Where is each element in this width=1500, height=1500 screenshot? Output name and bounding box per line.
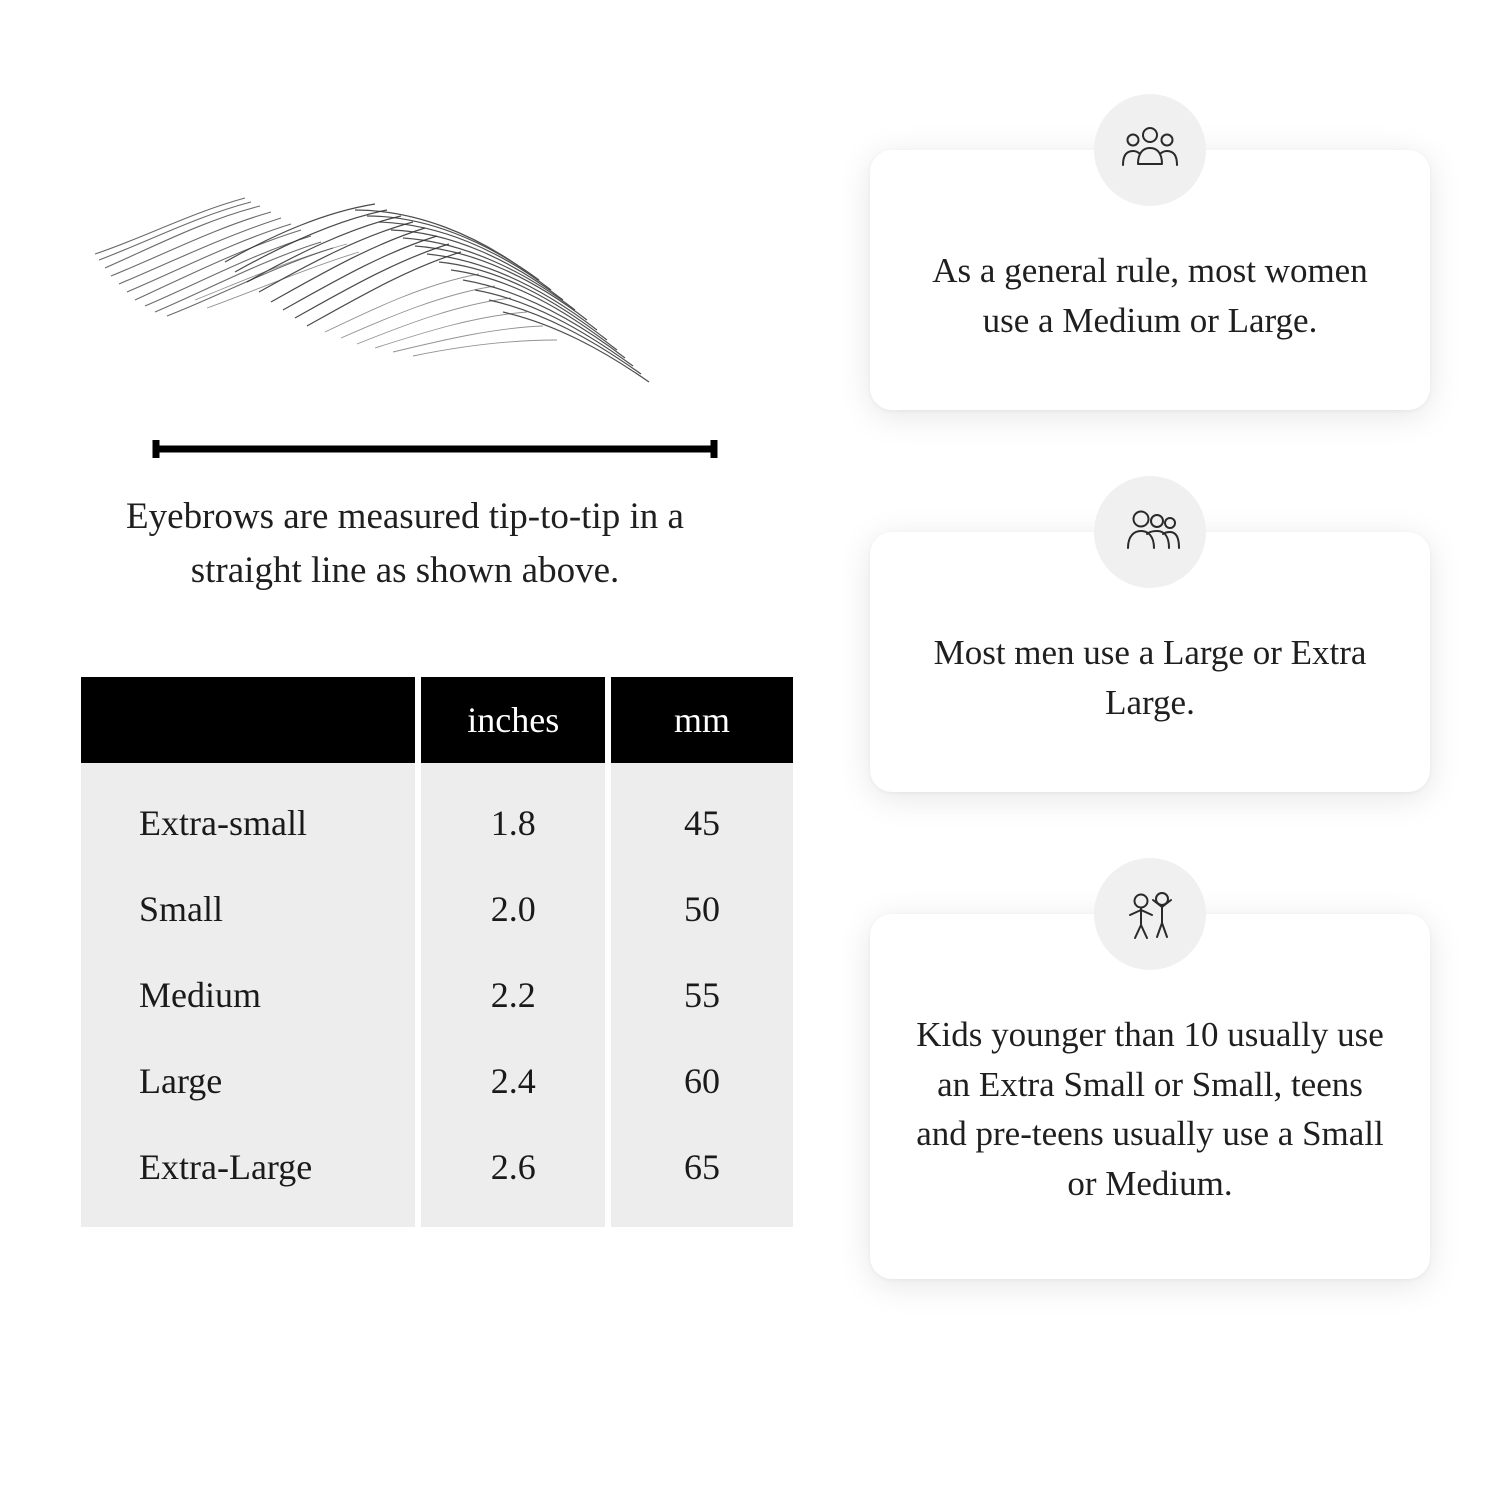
cell-mm: 60 <box>611 1038 793 1124</box>
figure-caption: Eyebrows are measured tip-to-tip in a straight line as shown above. <box>126 496 684 591</box>
women-group-icon <box>1094 94 1206 206</box>
table-row <box>81 763 793 866</box>
column-header-mm: mm <box>611 677 793 763</box>
table-row <box>81 952 793 1038</box>
cell-size: Extra-small <box>81 763 415 866</box>
table-row <box>81 866 793 952</box>
size-chart-table <box>75 677 799 1227</box>
cell-mm: 45 <box>611 763 793 866</box>
cell-mm: 50 <box>611 866 793 952</box>
measurement-ruler-icon <box>150 438 720 460</box>
note-card-women <box>870 150 1430 410</box>
note-card-men <box>870 532 1430 792</box>
cell-mm: 65 <box>611 1124 793 1227</box>
cell-inches: 2.4 <box>421 1038 605 1124</box>
measurement-section <box>75 150 795 1227</box>
note-text: Most men use a Large or Extra Large. <box>933 633 1367 722</box>
note-text: Kids younger than 10 usually use an Extra Small or Small, teens and pre-teens usually use a Small or Medium. <box>916 1015 1384 1204</box>
note-text: As a general rule, most women use a Medium or Large. <box>932 251 1368 340</box>
column-header-inches: inches <box>421 677 605 763</box>
cell-inches: 2.2 <box>421 952 605 1038</box>
men-group-icon <box>1094 476 1206 588</box>
note-card-kids <box>870 914 1430 1279</box>
cell-size: Large <box>81 1038 415 1124</box>
cell-inches: 1.8 <box>421 763 605 866</box>
table-header-row <box>81 677 793 763</box>
table-row <box>81 1038 793 1124</box>
column-header-size <box>81 677 415 763</box>
cell-size: Extra-Large <box>81 1124 415 1227</box>
cell-inches: 2.6 <box>421 1124 605 1227</box>
cell-size: Small <box>81 866 415 952</box>
eyebrow-illustration-icon <box>75 150 695 400</box>
eyebrow-figure <box>75 150 715 480</box>
cell-size: Medium <box>81 952 415 1038</box>
table-row <box>81 1124 793 1227</box>
cell-mm: 55 <box>611 952 793 1038</box>
cell-inches: 2.0 <box>421 866 605 952</box>
kids-icon <box>1094 858 1206 970</box>
notes-section <box>870 150 1430 1279</box>
